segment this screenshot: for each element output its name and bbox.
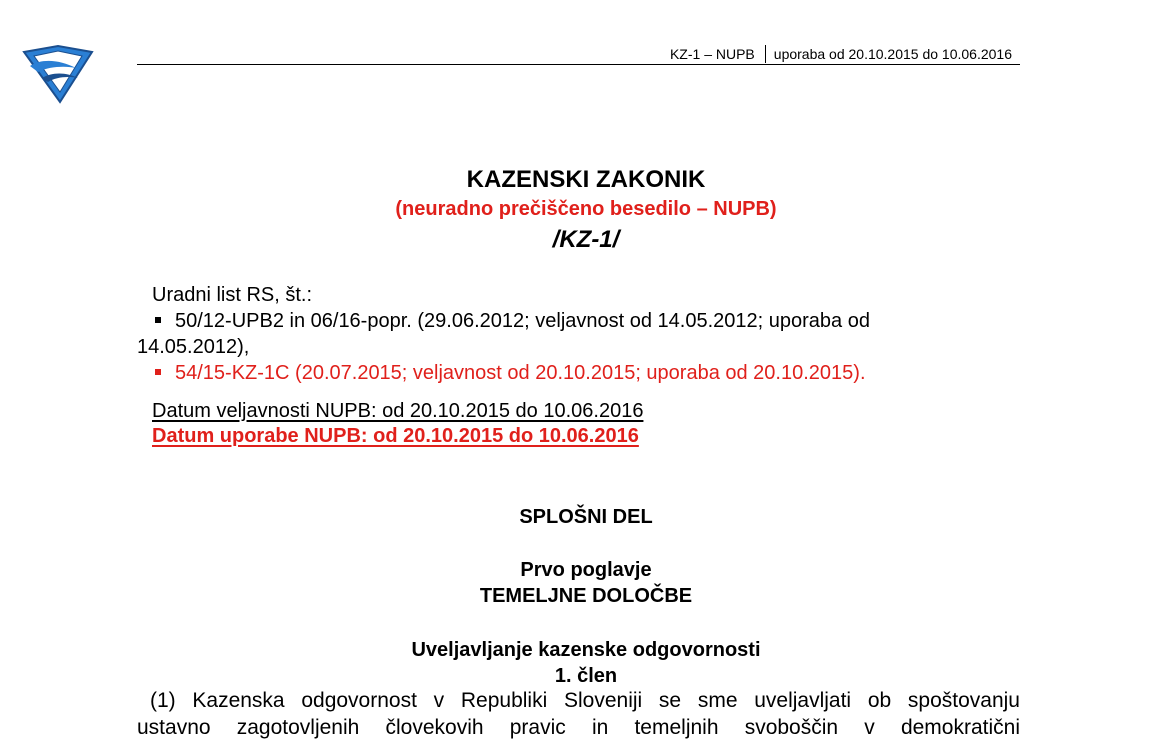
validity-date: Datum veljavnosti NUPB: od 20.10.2015 do 10.06.2016	[152, 400, 644, 422]
document-subtitle: (neuradno prečiščeno besedilo – NUPB)	[395, 198, 777, 220]
gazette-item-1-text: 50/12-UPB2 in 06/16-popr. (29.06.2012; veljavnost od 14.05.2012; uporaba od	[175, 310, 870, 332]
header-validity: uporaba od 20.10.2015 do 10.06.2016	[773, 46, 1012, 62]
header-separator	[765, 45, 766, 63]
chapter-heading: Prvo poglavje	[520, 559, 652, 581]
paragraph-line-1: (1) Kazenska odgovornost v Republiki Sloveniji se sme uveljavljati ob spoštovanju	[150, 689, 1020, 712]
logo-icon	[20, 44, 96, 104]
gazette-item-1	[155, 310, 870, 333]
paragraph-line-2: ustavno zagotovljenih človekovih pravic in temeljnih svoboščin v demokratični	[137, 716, 1020, 739]
header-rule	[137, 64, 1020, 65]
gazette-item-2	[155, 362, 866, 385]
document-code: /KZ-1/	[552, 226, 620, 253]
gazette-item-1-cont: 14.05.2012),	[137, 336, 250, 358]
part-heading: SPLOŠNI DEL	[519, 506, 653, 528]
chapter-title: TEMELJNE DOLOČBE	[479, 585, 693, 607]
document-title: KAZENSKI ZAKONIK	[466, 166, 706, 193]
page-header	[670, 45, 1012, 63]
article-number: 1. člen	[554, 665, 618, 687]
bullet-icon	[155, 369, 161, 375]
gazette-label: Uradni list RS, št.:	[152, 284, 313, 306]
article-heading: Uveljavljanje kazenske odgovornosti	[411, 639, 761, 661]
bullet-icon	[155, 317, 161, 323]
usage-date: Datum uporabe NUPB: od 20.10.2015 do 10.06.2016	[152, 425, 639, 447]
header-doc-code: KZ-1 – NUPB	[669, 46, 755, 62]
gazette-item-2-text: 54/15-KZ-1C (20.07.2015; veljavnost od 20.10.2015; uporaba od 20.10.2015).	[175, 362, 866, 384]
